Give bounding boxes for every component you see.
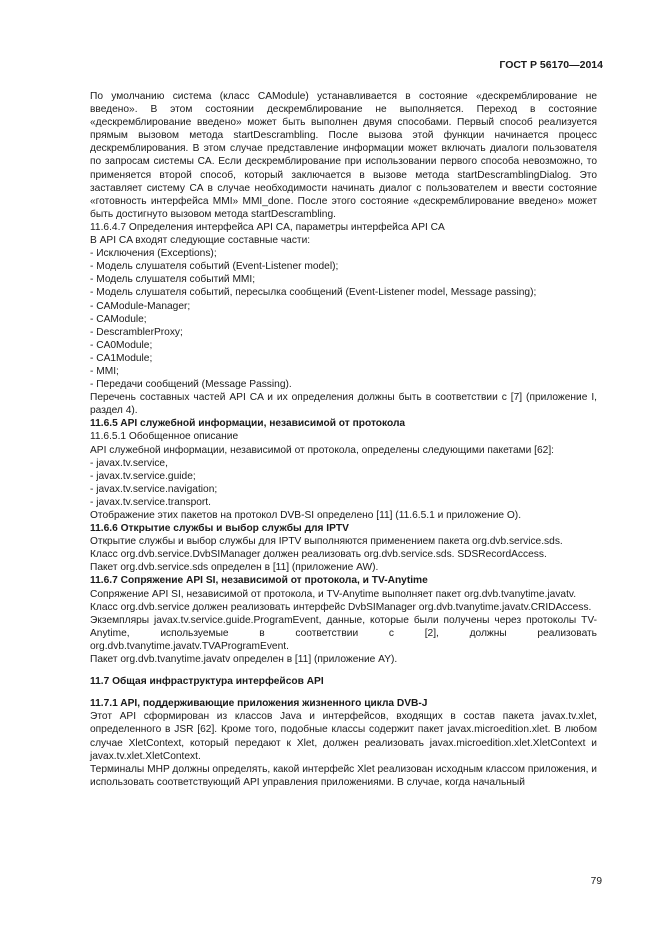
ca-parts-list: [90, 247, 597, 391]
spacer: [90, 666, 597, 675]
paragraph-iptv-service: Открытие службы и выбор службы для IPTV выполняются применением пакета org.dvb.service.sds.: [90, 536, 563, 548]
section-heading-11-6-7: 11.6.7 Сопряжение API SI, независимой от протокола, и TV-Anytime: [90, 575, 428, 587]
list-item: - Передачи сообщений (Message Passing).: [90, 379, 292, 391]
section-heading-11-6-6: 11.6.6 Открытие службы и выбор службы для IPTV: [90, 523, 349, 535]
list-item: - DescramblerProxy;: [90, 326, 183, 338]
paragraph-mhp-terminals: Терминалы MHP должны определять, какой интерфейс Xlet реализован исходным классом приложения, и использовать соответствующий API управления приложениями. В случае, когда начальный: [90, 763, 597, 788]
list-item: - MMI;: [90, 365, 119, 377]
paragraph-dvbsimanager: Класс org.dvb.service.DvbSIManager должен реализовать org.dvb.service.sds. SDSRecordAccess.: [90, 549, 547, 561]
section-heading-11-7-1: 11.7.1 API, поддерживающие приложения жизненного цикла DVB-J: [90, 698, 428, 710]
list-item: - javax.tv.service.transport.: [90, 496, 211, 508]
list-item: - CA0Module;: [90, 339, 153, 351]
paragraph-ca-default-state: [90, 90, 597, 221]
list-item: - Модель слушателя событий, пересылка сообщений (Event-Listener model, Message passing);: [90, 287, 537, 299]
page-body: [90, 90, 597, 789]
si-packages-list: [90, 457, 597, 509]
paragraph-program-event: Экземпляры javax.tv.service.guide.ProgramEvent, данные, которые были получены через протоколы TV-Anytime, используемые в соответствии с [2], должны реализовать org.dvb.tvanytime.javatv.TVAProgramEvent.: [90, 614, 597, 652]
list-item: - javax.tv.service.guide;: [90, 470, 196, 482]
list-item: - javax.tv.service,: [90, 457, 168, 469]
list-item: - javax.tv.service.navigation;: [90, 483, 218, 495]
paragraph-ca-parts-intro: В API CA входят следующие составные части:: [90, 235, 311, 247]
paragraph-tvanytime-package: Сопряжение API SI, независимой от протокола, и TV-Anytime выполняет пакет org.dvb.tvanytime.javatv.: [90, 588, 577, 600]
list-item: - Исключения (Exceptions);: [90, 248, 217, 260]
list-item: - CA1Module;: [90, 352, 153, 364]
subsection-11-6-5-1: 11.6.5.1 Обобщенное описание: [90, 431, 239, 443]
list-item: - CAModule;: [90, 313, 147, 325]
page-number: 79: [590, 876, 602, 887]
section-heading-11-7: 11.7 Общая инфраструктура интерфейсов API: [90, 676, 324, 688]
paragraph-crid-access: Класс org.dvb.service должен реализовать интерфейс DvbSIManager org.dvb.tvanytime.javatv.CRIDAccess.: [90, 601, 592, 613]
section-heading-11-6-5: 11.6.5 API служебной информации, независимой от протокола: [90, 418, 406, 430]
list-item: - Модель слушателя событий (Event-Listener model);: [90, 261, 339, 273]
paragraph-si-api-packages: API служебной информации, независимой от протокола, определены следующими пакетами [62]:: [90, 444, 554, 456]
paragraph-xlet-api: Этот API сформирован из классов Java и интерфейсов, входящих в состав пакета javax.tv.xlet, определенного в JSR [62]. Кроме того, подобные классы содержит пакет javax.microedition.xlet. В любом случае XletContext, который передают к Xlet, должен реализовать javax.microedition.xlet.XletContext и javax.tv.xlet.XletContext.: [90, 711, 597, 762]
paragraph-ca-parts-definition: Перечень составных частей API CA и их определения должны быть в соответствии с [7] (приложение I, раздел 4).: [90, 392, 597, 417]
paragraph-text: По умолчанию система (класс CAModule) устанавливается в состояние «дескремблирование не введено». В этом состоянии дескремблирование не выполняется. Переход в состояние «дескремблирование введено» может быть выполнен двумя способами. Первый способ реализуется прямым вызовом метода startDescrambling. После вызова этой функции начинается процесс дескремблирования. В этом случае представление информации может включать диалоги пользователя по запросам системы CA. Если дескремблирование при использовании первого способа невозможно, то применяется второй способ, который заключается в вызове метода startDescramblingDialog. Это заставляет систему CA в случае необходимости начинать диалог с пользователем и ввести состояние «готовность интерфейса MMI» MMI_done. После этого состояние «дескремблирование введено» может быть достигнуто вызовом метода startDescrambling.: [90, 91, 597, 220]
list-item: - Модель слушателя событий MMI;: [90, 274, 256, 286]
subsection-11-6-4-7: 11.6.4.7 Определения интерфейса API CA, параметры интерфейса API CA: [90, 221, 445, 233]
list-item: - CAModule-Manager;: [90, 300, 191, 312]
paragraph-sds-package: Пакет org.dvb.service.sds определен в [11] (приложение AW).: [90, 562, 379, 574]
paragraph-tvanytime-defined: Пакет org.dvb.tvanytime.javatv определен в [11] (приложение AY).: [90, 654, 398, 666]
paragraph-dvb-si-mapping: Отображение этих пакетов на протокол DVB-SI определено [11] (11.6.5.1 и приложение O).: [90, 510, 522, 521]
document-header: ГОСТ Р 56170—2014: [499, 59, 603, 71]
spacer: [90, 688, 597, 697]
